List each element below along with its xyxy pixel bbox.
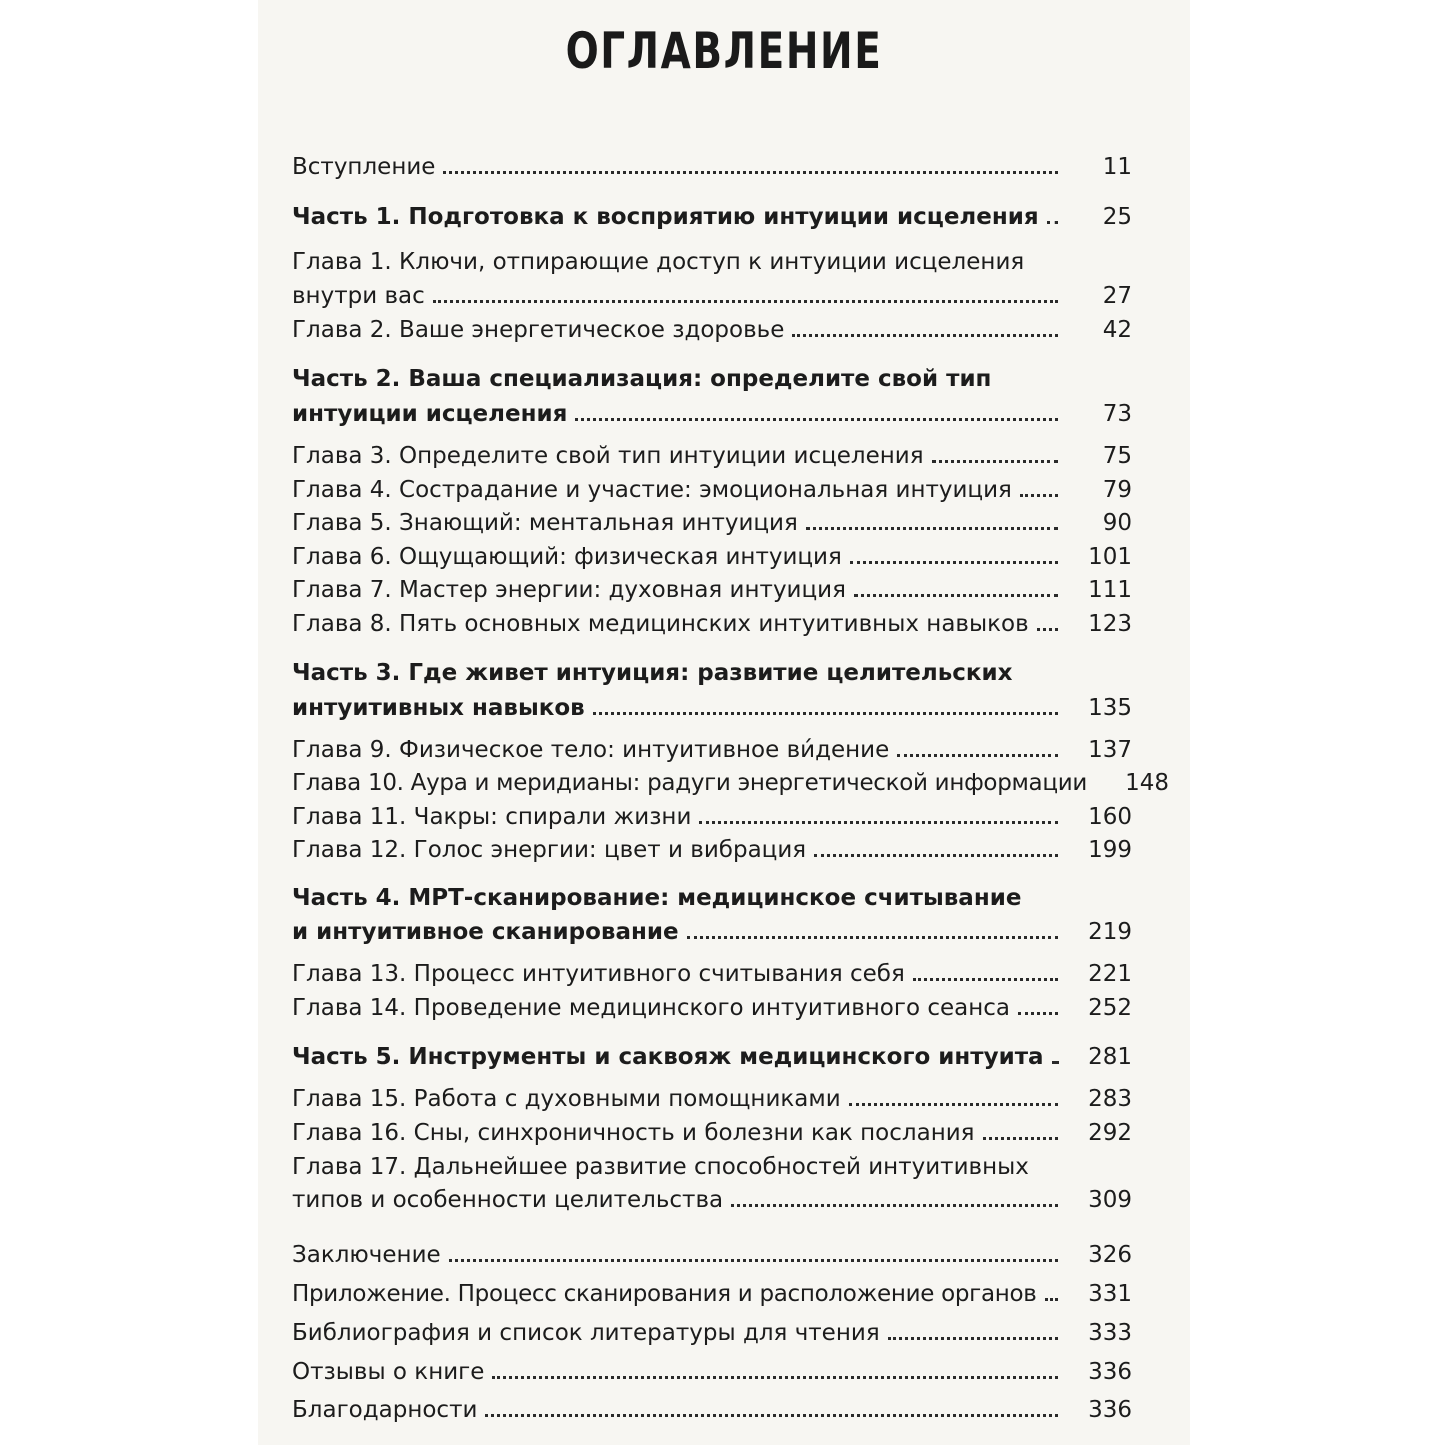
toc-entry-page: 135	[1088, 695, 1132, 721]
dot-leader	[888, 1337, 1058, 1340]
toc-entry-title: внутри вас	[292, 283, 425, 309]
dot-leader	[1018, 1012, 1058, 1015]
toc-entry-title: Заключение	[292, 1242, 441, 1268]
toc-entry-title: Глава 12. Голос энергии: цвет и вибрация	[292, 837, 807, 863]
toc-entry	[292, 573, 1132, 603]
toc-entry	[292, 800, 1132, 830]
dot-leader	[485, 1414, 1058, 1417]
toc-entry-page: 101	[1088, 544, 1132, 570]
toc-entry	[292, 1183, 1132, 1213]
toc-entry-title: Глава 8. Пять основных медицинских интуитивных навыков	[292, 611, 1029, 637]
toc-entry	[292, 313, 1132, 343]
toc-entry-page: 333	[1088, 1320, 1132, 1346]
dot-leader	[1052, 1061, 1058, 1064]
toc-entry	[292, 1116, 1132, 1146]
toc-entry-page: 111	[1088, 577, 1132, 603]
toc-entry-page: 137	[1088, 737, 1132, 763]
toc-entry-page: 123	[1088, 611, 1132, 637]
toc-entry-title: Глава 7. Мастер энергии: духовная интуиция	[292, 577, 846, 603]
toc-entry-title: Благодарности	[292, 1397, 478, 1423]
toc-entry	[292, 991, 1132, 1021]
toc-part	[292, 691, 1132, 721]
dot-leader	[687, 936, 1058, 939]
dot-leader	[699, 821, 1058, 824]
toc-entry-page: 336	[1088, 1397, 1132, 1423]
toc-entry	[292, 607, 1132, 637]
toc-entry-page: 336	[1088, 1359, 1132, 1385]
toc-part-title: интуитивных навыков	[292, 695, 585, 721]
dot-leader	[575, 418, 1058, 421]
toc-entry-page: 11	[1102, 154, 1132, 180]
toc-entry-page: 221	[1088, 961, 1132, 987]
dot-leader	[814, 854, 1058, 857]
dot-leader	[806, 527, 1058, 530]
toc-entry-title: Глава 2. Ваше энергетическое здоровье	[292, 317, 785, 343]
toc-part-title: Часть 3. Где живет интуиция: развитие целительских	[292, 660, 1013, 686]
dot-leader	[443, 171, 1058, 174]
toc-entry	[292, 733, 1132, 763]
dot-leader	[449, 1259, 1058, 1262]
toc-entry-title: типов и особенности целительства	[292, 1187, 724, 1213]
toc-entry	[292, 279, 1132, 309]
toc-entry-page: 73	[1102, 401, 1132, 427]
toc-entry	[292, 1150, 1132, 1180]
dot-leader	[1037, 628, 1058, 631]
toc-entry-page: 199	[1088, 837, 1132, 863]
toc-entry-page: 283	[1088, 1086, 1132, 1112]
toc-entry-title: Глава 5. Знающий: ментальная интуиция	[292, 510, 798, 536]
toc-entry-title: Глава 10. Аура и меридианы: радуги энергетической информации	[292, 770, 1087, 796]
toc-entry-page: 25	[1102, 204, 1132, 230]
toc-entry	[292, 245, 1132, 275]
toc-entry-page: 90	[1102, 510, 1132, 536]
toc-part	[292, 397, 1132, 427]
toc-entry-page: 42	[1102, 317, 1132, 343]
toc-entry-page: 326	[1088, 1242, 1132, 1268]
toc-entry	[292, 766, 1169, 796]
toc-entry-title: Глава 13. Процесс интуитивного считывания себя	[292, 961, 905, 987]
dot-leader	[854, 594, 1058, 597]
toc-entry-title: Отзывы о книге	[292, 1359, 485, 1385]
toc-entry-title: Глава 9. Физическое тело: интуитивное ви́дение	[292, 737, 890, 763]
toc-entry-title: Глава 11. Чакры: спирали жизни	[292, 804, 692, 830]
toc-entry-title: Вступление	[292, 154, 436, 180]
book-page	[258, 0, 1190, 1445]
dot-leader	[913, 978, 1058, 981]
toc-entry-page: 219	[1088, 919, 1132, 945]
toc-entry-page: 75	[1102, 443, 1132, 469]
toc-entry-page: 160	[1088, 804, 1132, 830]
toc-entry	[292, 1277, 1132, 1307]
toc-entry-title: Библиография и список литературы для чтения	[292, 1320, 880, 1346]
dot-leader	[433, 300, 1058, 303]
toc-entry-title: Глава 3. Определите свой тип интуиции исцеления	[292, 443, 924, 469]
toc-entry-title: Глава 4. Сострадание и участие: эмоциональная интуиция	[292, 477, 1012, 503]
dot-leader	[492, 1376, 1058, 1379]
toc-entry-page: 79	[1102, 477, 1132, 503]
toc-entry	[292, 473, 1132, 503]
dot-leader	[1020, 494, 1058, 497]
toc-entry-page: 292	[1088, 1120, 1132, 1146]
toc-entry-title: Глава 6. Ощущающий: физическая интуиция	[292, 544, 842, 570]
toc-entry-page: 27	[1102, 283, 1132, 309]
dot-leader	[1045, 1298, 1059, 1301]
toc-entry	[292, 1316, 1132, 1346]
dot-leader	[593, 712, 1058, 715]
dot-leader	[983, 1137, 1058, 1140]
toc-entry-title: Глава 1. Ключи, отпирающие доступ к интуиции исцеления	[292, 249, 1025, 275]
toc-entry	[292, 506, 1132, 536]
toc-entry-page: 309	[1088, 1187, 1132, 1213]
toc-part-title: Часть 2. Ваша специализация: определите свой тип	[292, 366, 992, 392]
toc-entry	[292, 1082, 1132, 1112]
toc-entry-title: Глава 14. Проведение медицинского интуитивного сеанса	[292, 995, 1010, 1021]
toc-part	[292, 200, 1132, 230]
toc-part-title: Часть 4. МРТ-сканирование: медицинское считывание	[292, 885, 1022, 911]
toc-entry	[292, 540, 1132, 570]
toc-part-title: интуиции исцеления	[292, 401, 568, 427]
toc-entry-page: 331	[1088, 1281, 1132, 1307]
toc-entry-title: Глава 16. Сны, синхроничность и болезни как послания	[292, 1120, 975, 1146]
toc-entry-title: Глава 15. Работа с духовными помощниками	[292, 1086, 841, 1112]
toc-entry	[292, 1355, 1132, 1385]
toc-part-title: Часть 5. Инструменты и саквояж медицинского интуита	[292, 1044, 1044, 1070]
toc-entry	[292, 1238, 1132, 1268]
toc-entry-title: Приложение. Процесс сканирования и расположение органов	[292, 1281, 1037, 1307]
dot-leader	[1047, 221, 1058, 224]
dot-leader	[897, 754, 1058, 757]
page-title: ОГЛАВЛЕНИЕ	[565, 22, 883, 80]
toc-entry	[292, 833, 1132, 863]
toc-part-title: Часть 1. Подготовка к восприятию интуиции исцеления	[292, 204, 1039, 230]
toc-part	[292, 656, 1132, 686]
toc-part	[292, 362, 1132, 392]
dot-leader	[849, 1103, 1058, 1106]
toc-part	[292, 1040, 1132, 1070]
toc-entry	[292, 150, 1132, 180]
dot-leader	[850, 561, 1058, 564]
toc-part	[292, 881, 1132, 911]
toc-entry-title: Глава 17. Дальнейшее развитие способностей интуитивных	[292, 1154, 1029, 1180]
toc-part-title: и интуитивное сканирование	[292, 919, 679, 945]
toc-entry-page: 148	[1125, 770, 1169, 796]
toc-part	[292, 915, 1132, 945]
toc-entry	[292, 957, 1132, 987]
toc-entry-page: 252	[1088, 995, 1132, 1021]
dot-leader	[731, 1204, 1058, 1207]
toc-entry	[292, 439, 1132, 469]
toc-entry	[292, 1393, 1132, 1423]
dot-leader	[792, 334, 1058, 337]
toc-entry-page: 281	[1088, 1044, 1132, 1070]
dot-leader	[932, 460, 1058, 463]
